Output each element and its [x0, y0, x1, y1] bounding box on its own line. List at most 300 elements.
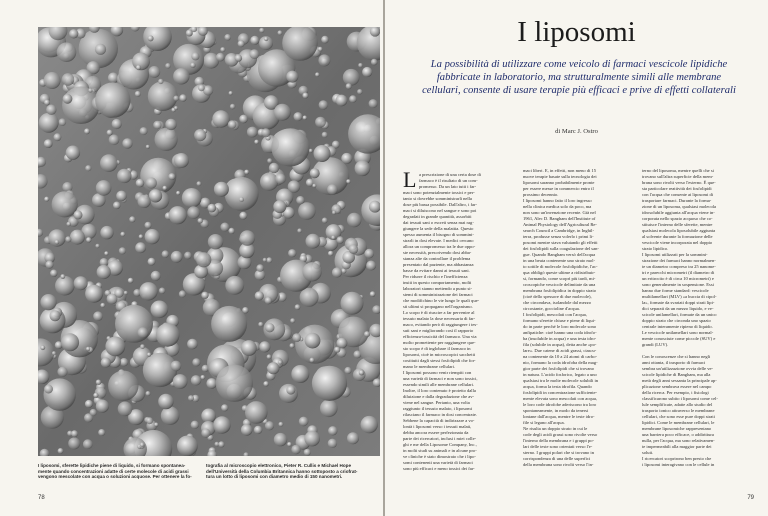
- vesicle: [122, 138, 132, 148]
- vesicle: [292, 333, 301, 342]
- text-line: nulla, per l'acqua, ma sono relativamen-: [642, 438, 715, 443]
- text-line: Le vescicole unilamellari sono normal-: [642, 330, 714, 335]
- caption-line: I liposomi, sferette lipidiche piene di liquido, si formano spontanea-: [38, 463, 186, 468]
- vesicle: [266, 257, 272, 263]
- vesicle: [274, 433, 287, 446]
- subtitle-line: cellulari, consente di usare terapie più efficaci e prive di effetti collaterali: [422, 85, 736, 96]
- vesicle: [194, 129, 206, 141]
- text-line: brana sono rivolti verso l'esterno. È que-: [642, 180, 716, 185]
- text-line: sembra un'utilizzazione ovvia delle ve-: [642, 366, 714, 371]
- vesicle: [128, 278, 134, 284]
- text-line: te un diametro compreso tra 25 nanome-: [642, 264, 716, 269]
- vesicle: [148, 258, 156, 266]
- vesicle: [332, 211, 336, 215]
- vesicle: [357, 89, 362, 94]
- text-line: lontane dall'acqua, mentre le teste idro-: [523, 414, 595, 419]
- text-line: I liposomi possono venir riempiti con: [403, 370, 472, 375]
- text-line: qua obbligò queste ultime a ridistribuir-: [523, 270, 596, 275]
- vesicle: [364, 331, 370, 337]
- vesicle: [96, 380, 101, 385]
- vesicle: [108, 371, 138, 401]
- vesicle: [44, 385, 53, 394]
- vesicle: [85, 165, 91, 171]
- text-line: Lo scopo è di riuscire a far pervenire al: [403, 310, 475, 315]
- vesicle: [70, 230, 85, 245]
- vesicle: [161, 406, 180, 425]
- text-line: lontà i liposomi verso i tessuti malati,: [403, 424, 472, 429]
- vesicle: [294, 112, 303, 121]
- vesicle: [362, 67, 372, 77]
- text-line: idrosolubile aggiunta all'acqua viene in-: [642, 210, 715, 215]
- vesicle: [305, 333, 321, 349]
- vesicle: [349, 244, 359, 254]
- text-line: liposomi saranno probabilmente pronte: [523, 180, 595, 185]
- vesicle: [177, 436, 198, 457]
- vesicle: [265, 421, 274, 430]
- text-line: parte dei ricercatori, inclusi i miei colle-: [403, 436, 477, 441]
- vesicle: [136, 65, 141, 70]
- text-line: strazione dei farmaci hanno normalmen-: [642, 258, 716, 263]
- text-line: grandi (LUV).: [642, 342, 669, 347]
- text-line: dici separati da un mezzo liquido, e ve-: [642, 306, 714, 311]
- vesicle: [120, 232, 125, 237]
- vesicle: [171, 251, 183, 263]
- vesicle: [264, 37, 268, 41]
- text-line: dei fosfolipidi sulla coagulazione del san-: [523, 246, 599, 251]
- text-line: giungere la sede della malattia. Questo: [403, 226, 474, 231]
- vesicle: [364, 249, 374, 259]
- text-line: ve cliniche è stato dimostrato che i lipo-: [403, 454, 476, 459]
- vesicle: [265, 323, 274, 332]
- text-line: per essere messe in commercio entro il: [523, 186, 594, 191]
- text-line: della ricerca. Per esempio, i fisiologi: [642, 390, 709, 395]
- vesicle: [287, 442, 292, 447]
- text-line: stanza alte da controllare il problema: [403, 256, 471, 261]
- text-line: Animal Physiology dell'Agricultural Re-: [523, 222, 597, 227]
- vesicle: [135, 91, 141, 97]
- vesicle: [315, 117, 326, 128]
- text-line: lari delle teste sono orientati verso l'e-: [523, 444, 593, 449]
- vesicle: [318, 54, 330, 66]
- vesicle: [216, 53, 225, 62]
- vesicle: [105, 337, 125, 357]
- vesicle: [158, 79, 163, 84]
- vesicle: [182, 188, 202, 208]
- vesicle: [68, 437, 80, 449]
- text-line: I liposomi hanno fatto il loro ingresso: [523, 198, 592, 203]
- vesicle: [346, 83, 352, 89]
- vesicle: [297, 228, 302, 233]
- vesicle: [198, 85, 205, 92]
- text-line: gior parte dei fosfolipidi che si trovano: [523, 366, 594, 371]
- text-line: cellulari, che sono esse pure doppi strati: [642, 414, 715, 419]
- vesicle: [239, 212, 247, 220]
- vesicle: [146, 417, 153, 424]
- vesicle: [211, 306, 247, 342]
- text-line: Ne risulta un doppio strato in cui le: [523, 426, 588, 431]
- text-line: l'interno della membrana e i gruppi po-: [523, 438, 595, 443]
- vesicle: [139, 282, 157, 300]
- vesicle: [100, 303, 105, 308]
- vesicle: [273, 200, 286, 213]
- text-line: tri e parecchi micrometri (il diametro di: [642, 270, 715, 275]
- vesicle: [95, 244, 99, 248]
- vesicle: [58, 448, 64, 454]
- vesicle: [241, 340, 257, 356]
- text-line: lare». Due catene di acidi grassi, ciascu-: [523, 348, 597, 353]
- vesicle: [197, 181, 202, 186]
- vesicle: [96, 400, 109, 413]
- vesicle: [118, 402, 133, 417]
- vesicle: [119, 247, 126, 254]
- article-subtitle: [397, 58, 761, 97]
- vesicle: [214, 182, 229, 197]
- text-line: anni ottanta, il trasporto di farmaci: [642, 360, 706, 365]
- text-line: gue. Quando Bangham versò dell'acqua: [523, 252, 596, 257]
- vesicle: [286, 71, 298, 83]
- vesicle: [312, 184, 316, 188]
- vesicle: [265, 297, 272, 304]
- vesicle: [201, 375, 206, 380]
- vesicle: [146, 177, 157, 188]
- text-line: file si legano all'acqua.: [523, 420, 565, 425]
- vesicle: [254, 426, 262, 434]
- vesicle: [174, 106, 178, 110]
- vesicle: [90, 409, 97, 416]
- text-line: stituisce l'interno delle sferette, mentre: [642, 222, 713, 227]
- text-line: viene nel sangue. Pertanto, una volta: [403, 400, 470, 405]
- vesicle: [62, 73, 75, 86]
- text-line: doppio strato che circonda uno spazio: [642, 318, 711, 323]
- vesicle: [44, 100, 50, 106]
- vesicle: [328, 439, 337, 448]
- text-line: Sebbene la capacità di indirizzare a vo-: [403, 418, 475, 423]
- vesicle: [240, 230, 255, 245]
- text-line: strarli in dosi elevate. I medici cercano: [403, 238, 474, 243]
- vesicle: [148, 66, 160, 78]
- vesicle: [168, 173, 175, 180]
- text-line: spesso aumenta il bisogno di sommini-: [403, 232, 474, 237]
- vesicle: [54, 133, 62, 141]
- vesicle: [290, 343, 295, 348]
- vesicle: [295, 304, 301, 310]
- text-line: zione di un liposoma, qualsiasi molecola: [642, 204, 716, 209]
- vesicle: [163, 186, 168, 191]
- text-line: presentato dal paziente, ma abbastanza: [403, 262, 474, 267]
- text-line: sta particolare reattività dei fosfolipidi: [642, 186, 712, 191]
- vesicle: [148, 81, 178, 111]
- vesicle: [57, 367, 67, 377]
- vesicle: [95, 82, 130, 117]
- text-line: scicole lipidiche di Bangham, ma alla: [642, 372, 711, 377]
- text-line: sterno. I gruppi polari che si trovano in: [523, 450, 594, 455]
- vesicle: [201, 292, 208, 299]
- vesicle: [228, 120, 237, 129]
- text-line: sono generalmente in sospensione. Essi: [642, 282, 714, 287]
- text-line: trovano sull'altra superficie della mem-: [642, 174, 714, 179]
- text-line: ba (insolubile in acqua) e una testa idro-: [523, 336, 597, 341]
- text-line: mente conosciute come piccole (SUV) e: [642, 336, 716, 341]
- vesicle: [155, 128, 178, 151]
- vesicle: [151, 301, 169, 319]
- text-column-3: [642, 168, 754, 468]
- vesicle: [60, 274, 65, 279]
- vesicle: [245, 401, 268, 424]
- text-line: allora un compromesso tra le due oppo-: [403, 244, 476, 249]
- vesicle: [267, 354, 272, 359]
- caption-line: vengono mescolate con acqua o soluzioni acquose. Per ottenere la fo-: [38, 474, 192, 480]
- text-line: promesso. Da un lato tutti i far-: [419, 184, 477, 189]
- vesicle: [109, 135, 120, 146]
- vesicle: [256, 264, 264, 272]
- subtitle-line: fabbricate in laboratorio, ma strutturalmente simili alle membrane: [436, 72, 722, 83]
- vesicle: [312, 366, 347, 401]
- text-line: search Council a Cambridge, in Inghil-: [523, 228, 594, 233]
- vesicle: [179, 290, 186, 297]
- vesicle: [331, 236, 335, 240]
- vesicle: [85, 400, 93, 408]
- vesicle: [136, 179, 145, 188]
- text-line: soluti.: [642, 450, 654, 455]
- caption-line: mente quando concentrazioni adatte di certe molecole di acidi grassi: [38, 468, 189, 474]
- text-line: Inoltre, il loro contenuto è protetto dalla: [403, 388, 476, 393]
- text-line: multilamellari (MLV) «a buccia di cipol-: [642, 294, 717, 299]
- text-line: strato lipidico.: [642, 246, 669, 251]
- vesicle: [225, 276, 244, 295]
- vesicle: [171, 361, 182, 372]
- text-line: qualsiasi tra le molte molecole solubili in: [523, 378, 599, 383]
- vesicle: [358, 63, 363, 68]
- text-line: maci si diluiscono nel sangue e sono poi: [403, 208, 477, 213]
- vesicle: [304, 449, 311, 456]
- text-line: fila (solubile in acqua), detta anche «po-: [523, 342, 597, 347]
- text-line: dai tessuti sani o escreti senza mai rag-: [403, 220, 474, 225]
- text-line: Con le conoscenze che si hanno negli: [642, 354, 711, 359]
- vesicle: [201, 429, 210, 438]
- vesicle: [242, 307, 248, 313]
- vesicle: [225, 177, 259, 211]
- vesicle: [322, 218, 328, 224]
- drop-cap: L: [403, 167, 417, 192]
- vesicle: [369, 99, 378, 108]
- vesicle: [279, 422, 284, 427]
- text-line: (cioè dello spessore di due molecole),: [523, 294, 592, 299]
- vesicle: [230, 104, 235, 109]
- text-line: membrana fosfolipidica in doppio strato: [523, 288, 596, 293]
- vesicle: [173, 96, 179, 102]
- vesicle: [254, 140, 259, 145]
- text-line: ste necessità, prescrivendo dosi abba-: [403, 250, 472, 255]
- vesicle: [191, 421, 199, 429]
- text-line: una barriera poco efficace, o addirittura: [642, 432, 714, 437]
- vesicle: [196, 252, 211, 267]
- vesicle: [57, 42, 77, 62]
- text-line: lipidici. Come le membrane cellulari, le: [642, 420, 715, 425]
- page-number-right: 79: [747, 495, 754, 501]
- vesicle: [69, 29, 78, 38]
- text-line: in una beuta contenente uno strato mol-: [523, 258, 595, 263]
- text-line: dose più bassa possibile. Dall'altro, i far-: [403, 202, 477, 207]
- text-line: I liposomi utilizzati per la sommini-: [642, 252, 708, 257]
- text-line: mente elevata sono mescolati con acqua,: [523, 396, 597, 401]
- vesicle: [302, 93, 308, 99]
- caption-line: dell'Università della Columbia Britannica hanno sottoposto a criofrat-: [206, 468, 358, 474]
- vesicle: [213, 416, 230, 433]
- right-page: [385, 0, 768, 516]
- vesicle: [344, 367, 351, 374]
- text-line: suti sani e migliorando così il rapporto: [403, 328, 474, 333]
- vesicle: [145, 222, 152, 229]
- vesicle: [44, 139, 53, 148]
- text-line: centrale interamente ripieno di liquido.: [642, 324, 713, 329]
- vesicle: [154, 423, 158, 427]
- vesicle: [371, 59, 378, 66]
- text-line: terno del liposoma, mentre quelli che si: [642, 168, 714, 173]
- vesicle: [187, 206, 200, 219]
- text-line: stemi di somministrazione dei farmaci: [403, 292, 473, 297]
- caption-left: [38, 463, 200, 480]
- vesicle: [322, 132, 328, 138]
- text-line: I fosfolipidi, mescolati con l'acqua,: [523, 312, 587, 317]
- vesicle: [255, 291, 264, 300]
- vesicle: [206, 378, 217, 389]
- vesicle: [334, 347, 340, 353]
- vesicle: [290, 318, 295, 323]
- vesicle: [40, 294, 56, 310]
- vesicle: [221, 404, 228, 411]
- vesicle: [101, 357, 111, 367]
- vesicle: [346, 179, 350, 183]
- vesicle: [341, 292, 364, 315]
- vesicle: [83, 439, 93, 449]
- text-line: trasportare farmaci. Durante la forma-: [642, 198, 712, 203]
- text-line: I ricercatori scoprirono ben presto che: [642, 456, 712, 461]
- vesicle: [318, 47, 323, 52]
- vesicle: [343, 69, 360, 86]
- vesicle: [140, 344, 145, 349]
- vesicle: [179, 94, 186, 101]
- vesicle: [310, 168, 320, 178]
- vesicle: [129, 216, 135, 222]
- vesicle: [366, 261, 376, 271]
- vesicle: [278, 360, 282, 364]
- vesicle: [319, 100, 328, 109]
- vesicle: [328, 251, 333, 256]
- caption-line: tura un lotto di liposomi con diametro medio di 150 nanometri.: [206, 474, 343, 480]
- text-line: che modifichino le vie lungo le quali que-: [403, 298, 480, 303]
- vesicle: [65, 236, 71, 242]
- text-line: maci liberi. E, in effetti, non meno di 15: [523, 168, 597, 173]
- vesicle: [138, 195, 151, 208]
- vesicle: [120, 358, 128, 366]
- vesicle: [304, 431, 320, 447]
- text-line: lule semplificate, adatte allo studio del: [642, 402, 713, 407]
- vesicle: [84, 128, 90, 134]
- text-line: qualsiasi molecola liposolubile aggiunta: [642, 228, 716, 233]
- vesicle: [159, 288, 165, 294]
- vesicle: [61, 333, 79, 351]
- vesicle: [124, 291, 128, 295]
- micrograph-image: [38, 27, 380, 456]
- vesicle: [201, 409, 216, 424]
- vesicle: [107, 294, 118, 305]
- text-line: code degli acidi grassi sono rivolte verso: [523, 432, 598, 437]
- vesicle: [303, 116, 307, 120]
- text-line: na contenente da 10 a 24 atomi di carbo-: [523, 354, 597, 359]
- vesicle: [148, 35, 154, 41]
- text-line: fosfolipidi in concentrazione sufficiente-: [523, 390, 598, 395]
- text-line: ghi e me della Liposome Company, Inc.,: [403, 442, 477, 447]
- text-line: corporata nello spazio acquoso che co-: [642, 216, 713, 221]
- byline: di Marc J. Ostro: [555, 128, 598, 135]
- vesicle: [138, 327, 149, 338]
- vesicle: [66, 222, 71, 227]
- text-line: tanto si dovrebbe somministrarli nella: [403, 196, 472, 201]
- vesicle: [165, 119, 176, 130]
- vesicle: [275, 174, 286, 185]
- vesicle: [239, 197, 244, 202]
- vesicle: [306, 234, 321, 249]
- vesicle: [97, 265, 111, 279]
- vesicle: [336, 95, 348, 107]
- vesicle: [93, 311, 103, 321]
- vesicle: [117, 169, 131, 183]
- vesicle: [173, 68, 189, 84]
- vesicle: [278, 30, 283, 35]
- text-line: tessuto malato la dose necessaria di far-: [403, 316, 476, 321]
- vesicle: [347, 213, 361, 227]
- vesicle: [238, 40, 245, 47]
- vesicle: [116, 191, 127, 202]
- text-line: maco, evitando però di raggiungere i tes-: [403, 322, 478, 327]
- text-line: do in parte perché le loro molecole sono: [523, 324, 597, 329]
- vesicle: [291, 445, 300, 454]
- text-line: maci sono potenzialmente tossici e per-: [403, 190, 475, 195]
- text-line: terra, produsse senza volerlo i primi li-: [523, 234, 594, 239]
- vesicle: [288, 249, 296, 257]
- text-column-1: [403, 167, 515, 472]
- vesicle: [66, 146, 80, 160]
- vesicle: [50, 270, 57, 277]
- vesicle: [302, 262, 321, 281]
- text-line: classificarono subito i liposomi come cel-: [642, 396, 718, 401]
- vesicle: [260, 173, 278, 191]
- text-line: te impermeabili alla maggior parte dei: [642, 444, 712, 449]
- text-line: molto promettente per raggiungere que-: [403, 340, 476, 345]
- vesicle: [96, 180, 112, 196]
- text-line: essendo simili alle membrane cellulari.: [403, 382, 475, 387]
- vesicle: [44, 378, 76, 410]
- text-line: la», formate da svariati doppi strati lipi-: [642, 300, 715, 305]
- vesicle: [104, 251, 108, 255]
- vesicle: [263, 258, 267, 262]
- text-line: sto scopo è di inglobare il farmaco in: [403, 346, 471, 351]
- vesicle: [135, 242, 146, 253]
- text-column-2: [523, 168, 635, 468]
- vesicle: [176, 191, 180, 195]
- text-line: un eritrocito è di circa 10 micrometri) e: [642, 276, 714, 281]
- vesicle: [286, 386, 295, 395]
- vesicle: [153, 121, 161, 129]
- text-line: con l'acqua che consente ai liposomi di: [642, 192, 714, 197]
- liposome-micrograph: [38, 27, 380, 456]
- text-line: farmaco è il risultato di un com-: [419, 178, 478, 183]
- vesicle: [115, 305, 153, 343]
- text-line: liposomi, cioè in microscopici sacchetti: [403, 352, 476, 357]
- vesicle: [151, 271, 161, 281]
- vesicle: [212, 110, 229, 127]
- text-line: vescicole viene incorporata nel doppio: [642, 240, 713, 245]
